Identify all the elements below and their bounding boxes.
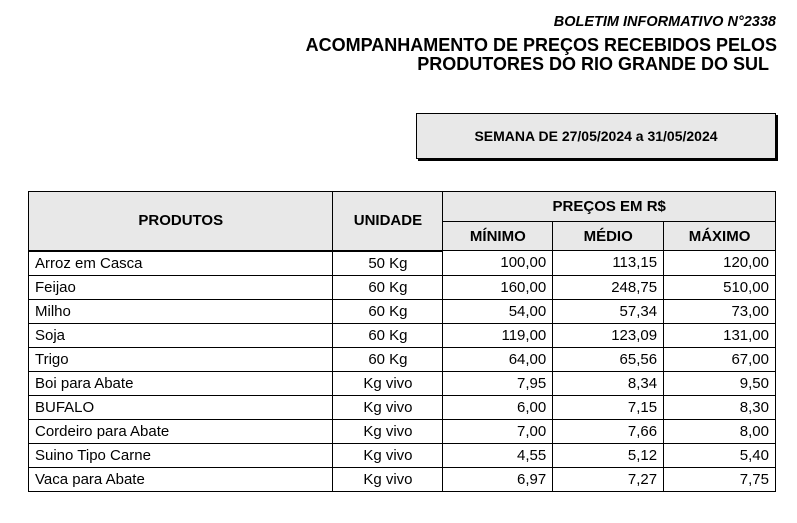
cell-produto: Cordeiro para Abate [29,419,333,443]
table-row [29,395,776,419]
cell-maximo: 67,00 [664,347,776,371]
cell-maximo: 131,00 [664,323,776,347]
cell-minimo: 4,55 [443,443,553,467]
cell-minimo: 160,00 [443,275,553,299]
cell-minimo: 6,97 [443,467,553,491]
cell-unidade: 60 Kg [333,275,443,299]
cell-unidade: Kg vivo [333,467,443,491]
header-medio: MÉDIO [553,222,664,251]
cell-minimo: 100,00 [443,251,553,276]
cell-produto: Boi para Abate [29,371,333,395]
cell-produto: Feijao [29,275,333,299]
cell-produto: Suino Tipo Carne [29,443,333,467]
header-maximo: MÁXIMO [664,222,776,251]
cell-produto: Trigo [29,347,333,371]
header-precos: PREÇOS EM R$ [443,192,776,222]
cell-produto: Arroz em Casca [29,251,333,276]
cell-minimo: 119,00 [443,323,553,347]
table-row [29,251,776,276]
cell-maximo: 8,00 [664,419,776,443]
table-row [29,323,776,347]
table-row [29,299,776,323]
cell-maximo: 9,50 [664,371,776,395]
header-unidade: UNIDADE [333,192,443,251]
cell-maximo: 510,00 [664,275,776,299]
header-minimo: MÍNIMO [443,222,553,251]
table-header-row [29,192,776,222]
cell-medio: 65,56 [553,347,664,371]
cell-unidade: Kg vivo [333,419,443,443]
cell-produto: Milho [29,299,333,323]
bulletin-number: BOLETIM INFORMATIVO N°2338 [553,14,776,30]
cell-maximo: 120,00 [664,251,776,276]
title-line-1: ACOMPANHAMENTO DE PREÇOS RECEBIDOS PELOS [305,35,777,55]
cell-medio: 7,27 [553,467,664,491]
cell-medio: 113,15 [553,251,664,276]
cell-maximo: 7,75 [664,467,776,491]
week-range-label: SEMANA DE 27/05/2024 a 31/05/2024 [474,128,718,144]
cell-minimo: 64,00 [443,347,553,371]
cell-unidade: 60 Kg [333,299,443,323]
cell-minimo: 54,00 [443,299,553,323]
cell-medio: 7,66 [553,419,664,443]
cell-unidade: 60 Kg [333,323,443,347]
cell-produto: Soja [29,323,333,347]
cell-medio: 57,34 [553,299,664,323]
price-table [28,191,776,492]
cell-produto: Vaca para Abate [29,467,333,491]
cell-unidade: 60 Kg [333,347,443,371]
table-body [29,251,776,492]
cell-medio: 123,09 [553,323,664,347]
cell-unidade: 50 Kg [333,251,443,276]
cell-minimo: 7,00 [443,419,553,443]
cell-produto: BUFALO [29,395,333,419]
cell-medio: 8,34 [553,371,664,395]
header-produtos: PRODUTOS [29,192,333,251]
week-range-box [416,113,776,159]
cell-maximo: 73,00 [664,299,776,323]
cell-medio: 7,15 [553,395,664,419]
page-title [306,36,777,74]
cell-medio: 248,75 [553,275,664,299]
cell-maximo: 5,40 [664,443,776,467]
cell-unidade: Kg vivo [333,395,443,419]
table-row [29,371,776,395]
cell-medio: 5,12 [553,443,664,467]
table-row [29,467,776,491]
table-row [29,347,776,371]
cell-minimo: 6,00 [443,395,553,419]
cell-minimo: 7,95 [443,371,553,395]
table-row [29,443,776,467]
table-row [29,419,776,443]
title-line-2: PRODUTORES DO RIO GRANDE DO SUL [417,54,769,74]
cell-unidade: Kg vivo [333,371,443,395]
cell-unidade: Kg vivo [333,443,443,467]
cell-maximo: 8,30 [664,395,776,419]
table-row [29,275,776,299]
